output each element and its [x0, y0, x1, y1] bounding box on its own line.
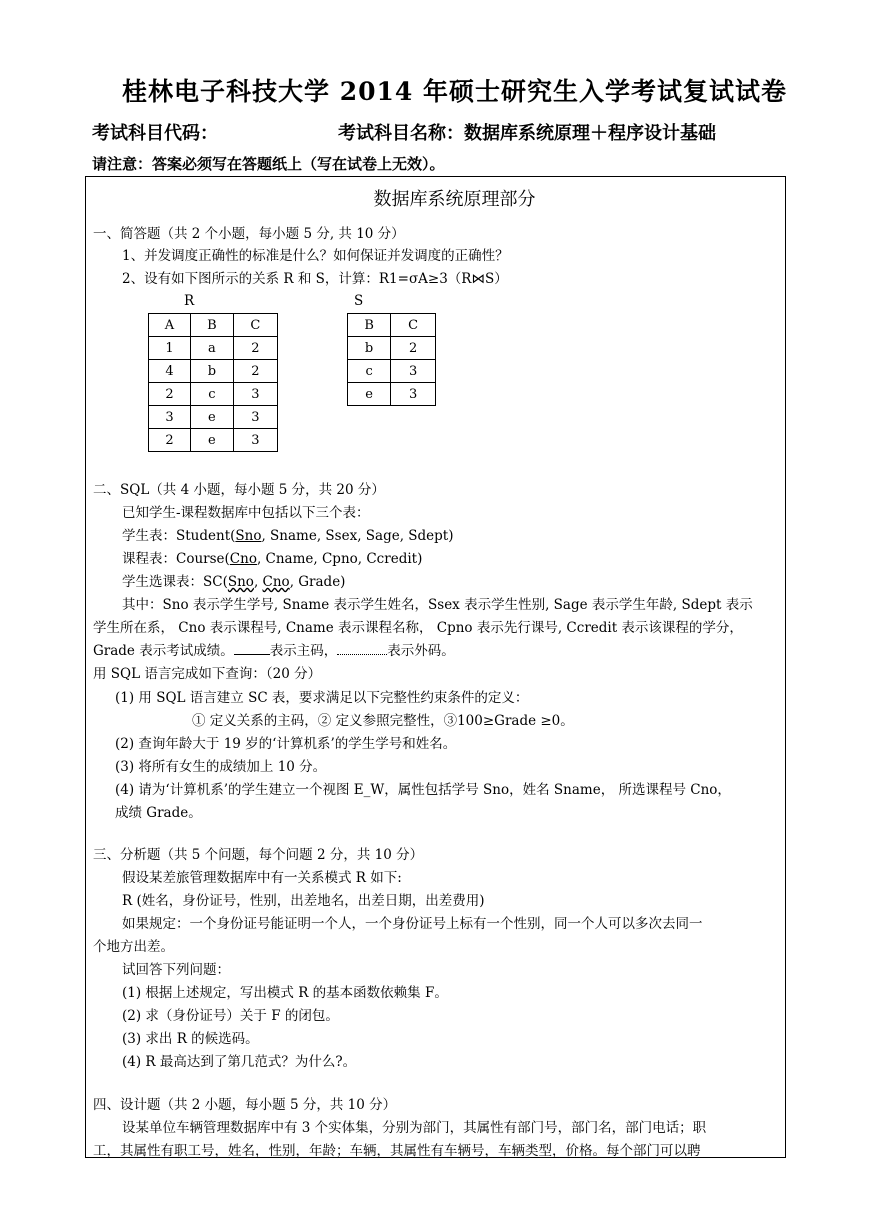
desc3-c: 表示外码。 — [387, 643, 455, 659]
part2-question-4-cont: 成绩 Grade。 — [115, 805, 202, 821]
sc-key-cno: Cno — [262, 574, 290, 590]
table-cell: e — [191, 406, 234, 429]
sc-key-sno: Sno — [227, 574, 254, 590]
table-cell: c — [191, 383, 234, 406]
sc-rest: , Grade) — [289, 574, 346, 590]
table-cell: 2 — [149, 383, 191, 406]
table-row — [149, 406, 278, 429]
relation-s-table — [347, 313, 436, 406]
table-cell: 3 — [149, 406, 191, 429]
part1-question-2: 2、设有如下图所示的关系 R 和 S，计算：R1=σA≥3（R⋈S） — [122, 271, 508, 287]
table-cell: a — [191, 337, 234, 360]
part3-question-2: (2) 求（身份证号）关于 F 的闭包。 — [122, 1008, 339, 1024]
part2-question-4: (4) 请为‘计算机系’的学生建立一个视图 E_W，属性包括学号 Sno，姓名 Sname， 所选课程号 Cno， — [115, 782, 731, 798]
part2-question-1: (1) 用 SQL 语言建立 SC 表，要求满足以下完整性约束条件的定义： — [115, 690, 529, 706]
table-cell: 3 — [233, 383, 277, 406]
part3-intro: 假设某差旅管理数据库中有一关系模式 R 如下: — [122, 870, 402, 886]
table-row — [348, 360, 436, 383]
sc-table-def — [122, 572, 345, 592]
table-header-row — [348, 314, 436, 337]
part2-heading: 二、SQL（共 4 小题，每小题 5 分，共 20 分） — [93, 482, 385, 498]
table-cell: b — [191, 360, 234, 383]
table-cell: 3 — [233, 406, 277, 429]
subject-code-label: 考试科目代码： — [92, 123, 218, 144]
table-cell: 2 — [391, 337, 436, 360]
table-cell: e — [348, 383, 391, 406]
part3-rule-2: 个地方出差。 — [93, 939, 174, 955]
table-row — [149, 429, 278, 452]
primary-key-underline-sample — [234, 642, 270, 655]
table-header-cell: B — [348, 314, 391, 337]
table-cell: e — [191, 429, 234, 452]
part2-question-2: (2) 查询年龄大于 19 岁的‘计算机系’的学生学号和姓名。 — [115, 736, 457, 752]
course-prefix: 课程表：Course( — [122, 551, 230, 567]
attribute-desc-3 — [93, 641, 455, 661]
exam-notice: 请注意：答案必须写在答题纸上（写在试卷上无效）。 — [92, 155, 445, 173]
part3-question-3: (3) 求出 R 的候选码。 — [122, 1031, 259, 1047]
table-header-row — [149, 314, 278, 337]
subject-name-label: 考试科目名称：数据库系统原理＋程序设计基础 — [338, 123, 716, 144]
part2-task: 用 SQL 语言完成如下查询：（20 分） — [93, 666, 322, 682]
student-prefix: 学生表：Student( — [122, 528, 236, 544]
relation-r-table — [148, 313, 278, 452]
table-cell: c — [348, 360, 391, 383]
student-rest: , Sname, Ssex, Sage, Sdept) — [261, 528, 454, 544]
part3-question-1: (1) 根据上述规定，写出模式 R 的基本函数依赖集 F。 — [122, 985, 448, 1001]
table-cell: 3 — [391, 383, 436, 406]
part1-heading: 一、简答题（共 2 个小题，每小题 5 分, 共 10 分） — [93, 226, 405, 242]
table-header-cell: B — [191, 314, 234, 337]
table-cell: 3 — [391, 360, 436, 383]
part3-heading: 三、分析题（共 5 个问题，每个问题 2 分，共 10 分） — [93, 847, 424, 863]
table-row — [149, 383, 278, 406]
part2-question-1-detail: ① 定义关系的主码，② 定义参照完整性，③100≥Grade ≥0。 — [192, 713, 574, 729]
sc-prefix: 学生选课表：SC( — [122, 574, 228, 590]
course-rest: , Cname, Cpno, Ccredit) — [256, 551, 423, 567]
part4-text-1: 设某单位车辆管理数据库中有 3 个实体集，分别为部门，其属性有部门号，部门名，部门电话；职 — [122, 1120, 707, 1136]
student-table-def — [122, 526, 454, 546]
table-row — [348, 337, 436, 360]
attribute-desc-2: 学生所在系， Cno 表示课程号, Cname 表示课程名称， Cpno 表示先行课号, Ccredit 表示该课程的学分， — [93, 620, 743, 636]
desc3-a: Grade 表示考试成绩。 — [93, 643, 234, 659]
part3-rule-1: 如果规定：一个身份证号能证明一个人，一个身份证号上标有一个性别，同一个人可以多次去同一 — [122, 916, 703, 932]
table-cell: 3 — [233, 429, 277, 452]
relation-schema: R (姓名，身份证号，性别，出差地名，出差日期，出差费用) — [122, 893, 485, 909]
part2-intro: 已知学生-课程数据库中包括以下三个表： — [122, 505, 370, 521]
table-cell: 2 — [149, 429, 191, 452]
table-header-cell: A — [149, 314, 191, 337]
table-row — [149, 337, 278, 360]
course-primary-key: Cno — [229, 551, 257, 567]
section-title: 数据库系统原理部分 — [373, 189, 536, 210]
attribute-desc-1: 其中：Sno 表示学生学号, Sname 表示学生姓名，Ssex 表示学生性别, Sage 表示学生年龄, Sdept 表示 — [122, 597, 753, 613]
foreign-key-underline-sample — [337, 642, 387, 655]
table-row — [149, 360, 278, 383]
table-cell: 4 — [149, 360, 191, 383]
sc-separator: , — [253, 574, 263, 590]
part2-question-3: (3) 将所有女生的成绩加上 10 分。 — [115, 759, 327, 775]
exam-title: 桂林电子科技大学 2014 年硕士研究生入学考试复试试卷 — [122, 77, 787, 106]
course-table-def — [122, 549, 422, 569]
table-cell: 2 — [233, 337, 277, 360]
student-primary-key: Sno — [235, 528, 262, 544]
table-header-cell: C — [391, 314, 436, 337]
table-r-label: R — [184, 293, 195, 309]
table-header-cell: C — [233, 314, 277, 337]
table-cell: 1 — [149, 337, 191, 360]
table-cell: 2 — [233, 360, 277, 383]
part4-heading: 四、设计题（共 2 小题，每小题 5 分，共 10 分） — [93, 1097, 397, 1113]
part4-text-2: 工，其属性有职工号，姓名，性别，年龄；车辆，其属性有车辆号，车辆类型，价格。每个部门可以聘 — [93, 1143, 701, 1159]
table-s-label: S — [354, 293, 364, 309]
part3-question-4: (4) R 最高达到了第几范式？为什么?。 — [122, 1054, 357, 1070]
table-row — [348, 383, 436, 406]
desc3-b: 表示主码， — [269, 643, 338, 659]
table-cell: b — [348, 337, 391, 360]
part1-question-1: 1、并发调度正确性的标准是什么？如何保证并发调度的正确性？ — [122, 248, 509, 264]
part3-ask: 试回答下列问题： — [122, 962, 230, 978]
